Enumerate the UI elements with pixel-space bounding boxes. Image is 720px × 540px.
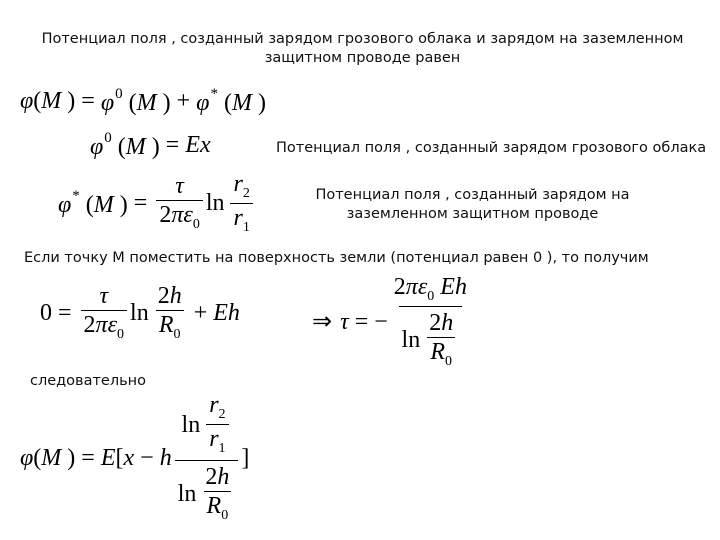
wire-potential-caption: Потенциал поля , созданный зарядом на заземленном защитном проводе: [315, 187, 630, 222]
therefore-text: следовательно: [30, 373, 147, 389]
fraction-tau-solution: $2\pi\varepsilon_0$ Eh ln $\frac{2h}{R_0}$: [393, 274, 467, 369]
formula-wire-potential: φ* (M ) = $\frac{\tau}{2\pi\varepsilon_0}$ ln $\frac{r_2}{r_1}$: [58, 172, 256, 234]
fraction-r2-over-r1: $\frac{r_2}{r_1}$: [230, 172, 252, 235]
formula-final-potential: φ(M ) = E[x − h ln $\frac{r_2}{r_1}$ ln $\frac{2h}{R_0}$ ]: [20, 392, 250, 523]
formula-tau: ⇒ τ = − $2\pi\varepsilon_0$ Eh ln $\frac{2h}{R_0}$: [312, 272, 473, 372]
fraction-log-ratio: ln $\frac{r_2}{r_1}$ ln $\frac{2h}{R_0}$: [175, 393, 239, 523]
formula-zero-potential: 0 = $\frac{\tau}{2\pi\varepsilon_0}$ ln $\frac{2h}{R_0}$ + Eh: [40, 283, 240, 342]
surface-condition-text: Если точку М поместить на поверхность земли (потенциал равен 0 ), то получим: [24, 250, 649, 266]
fraction-tau-over-2pieps: $\frac{\tau}{2\pi\varepsilon_0}$: [156, 174, 202, 232]
intro-text: Потенциал поля , созданный зарядом грозового облака и зарядом на заземленном защитном проводе равен: [41, 31, 684, 66]
formula-cloud-potential: $\varphi^0$ (M ) = Ex: [90, 130, 211, 160]
formula-total-potential: φ(M ) = $\varphi^0$ (M ) + φ* (M ): [20, 86, 266, 116]
cloud-potential-caption: Потенциал поля , созданный зарядом грозового облака: [276, 140, 707, 156]
